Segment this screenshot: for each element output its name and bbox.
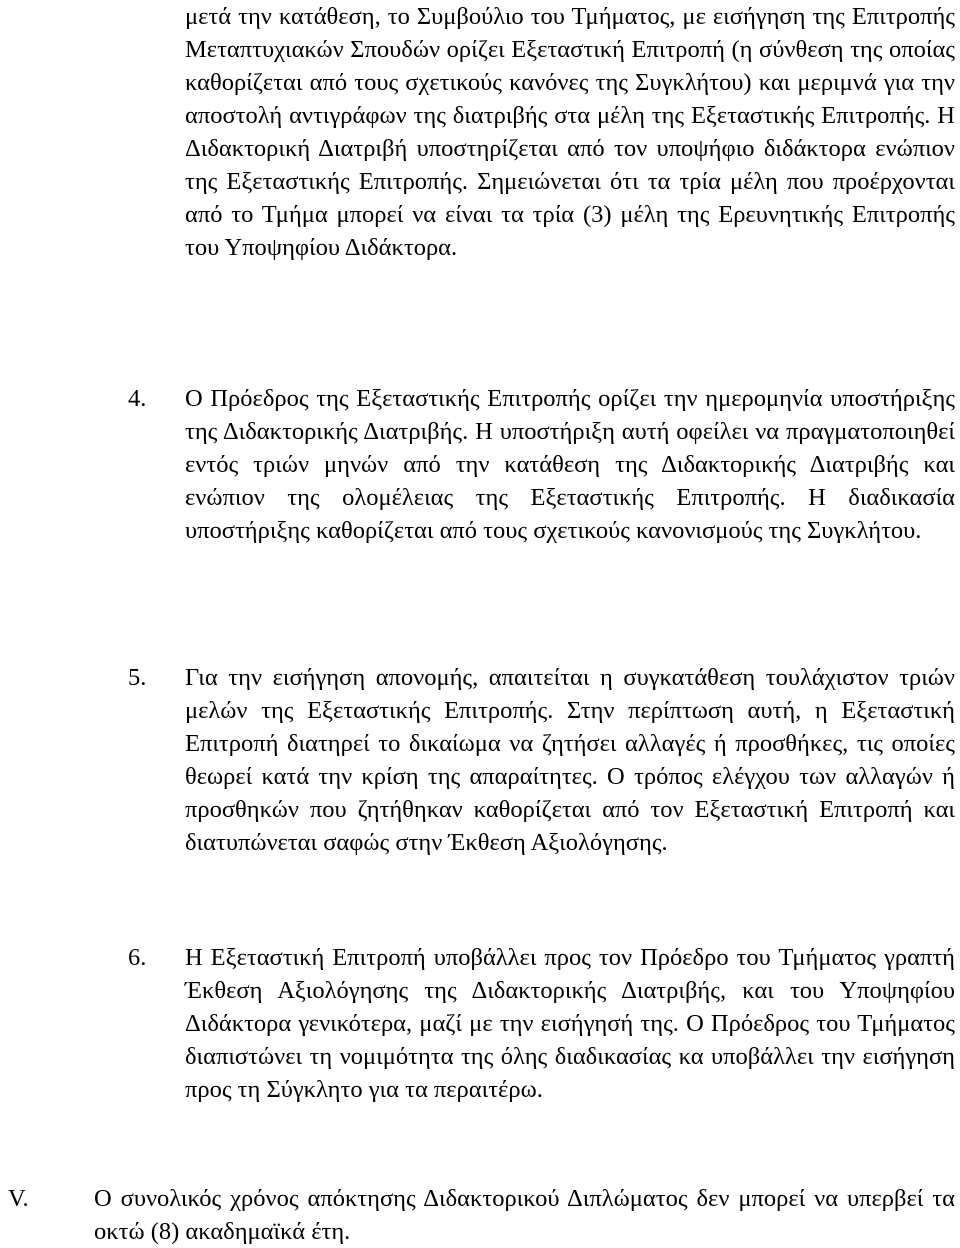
section-number: V. <box>8 1185 29 1212</box>
section-text: Ο συνολικός χρόνος απόκτησης Διδακτορικού Διπλώματος δεν μπορεί να υπερβεί τα οκτώ (8) ακαδημαϊκά έτη. <box>94 1185 955 1245</box>
list-item-text: Για την εισήγηση απονομής, απαιτείται η συγκατάθεση τουλάχιστον τριών μελών της Εξεταστικής Επιτροπής. Στην περίπτωση αυτή, η Εξεταστική Επιτροπή διατηρεί το δικαίωμα να ζητήσει αλλαγές ή προσθήκες, τις οποίες θεωρεί κατά την κρίση της απαραίτητες. Ο τρόπος ελέγχου των αλλαγών ή προσθηκών που ζητήθηκαν καθορίζεται από τον Εξεταστική Επιτροπή και διατυπώνεται σαφώς στην Έκθεση Αξιολόγησης. <box>185 664 955 856</box>
list-item-number: 5. <box>128 664 147 691</box>
list-item-text: Ο Πρόεδρος της Εξεταστικής Επιτροπής ορίζει την ημερομηνία υποστήριξης της Διδακτορικής Διατριβής. Η υποστήριξη αυτή οφείλει να πραγματοποιηθεί εντός τριών μηνών από την κατάθεση της Διδακτορικής Διατριβής και ενώπιον της ολομέλειας της Εξεταστικής Επιτροπής. Η διαδικασία υποστήριξης καθορίζεται από τους σχετικούς κανονισμούς της Συγκλήτου. <box>185 385 955 544</box>
list-item-number: 4. <box>128 385 147 412</box>
list-item-number: 6. <box>128 944 147 971</box>
intro-paragraph: μετά την κατάθεση, το Συμβούλιο του Τμήματος, με εισήγηση της Επιτροπής Μεταπτυχιακών Σπουδών ορίζει Εξεταστική Επιτροπή (η σύνθεση της οποίας καθορίζεται από τους σχετικούς κανόνες της Συγκλήτου) και μεριμνά για την αποστολή αντιγράφων της διατριβής στα μέλη της Εξεταστικής Επιτροπής. Η Διδακτορική Διατριβή υποστηρίζεται από τον υποψήφιο διδάκτορα ενώπιον της Εξεταστικής Επιτροπής. Σημειώνεται ότι τα τρία μέλη που προέρχονται από το Τμήμα μπορεί να είναι τα τρία (3) μέλη της Ερευνητικής Επιτροπής του Υποψηφίου Διδάκτορα. <box>185 3 955 261</box>
list-item-text: Η Εξεταστική Επιτροπή υποβάλλει προς τον Πρόεδρο του Τμήματος γραπτή Έκθεση Αξιολόγησης της Διδακτορικής Διατριβής, και του Υποψηφίου Διδάκτορα γενικότερα, μαζί με την εισήγησή της. Ο Πρόεδρος του Τμήματος διαπιστώνει τη νομιμότητα της όλης διαδικασίας κα υποβάλλει την εισήγηση προς τη Σύγκλητο για τα περαιτέρω. <box>185 944 955 1103</box>
